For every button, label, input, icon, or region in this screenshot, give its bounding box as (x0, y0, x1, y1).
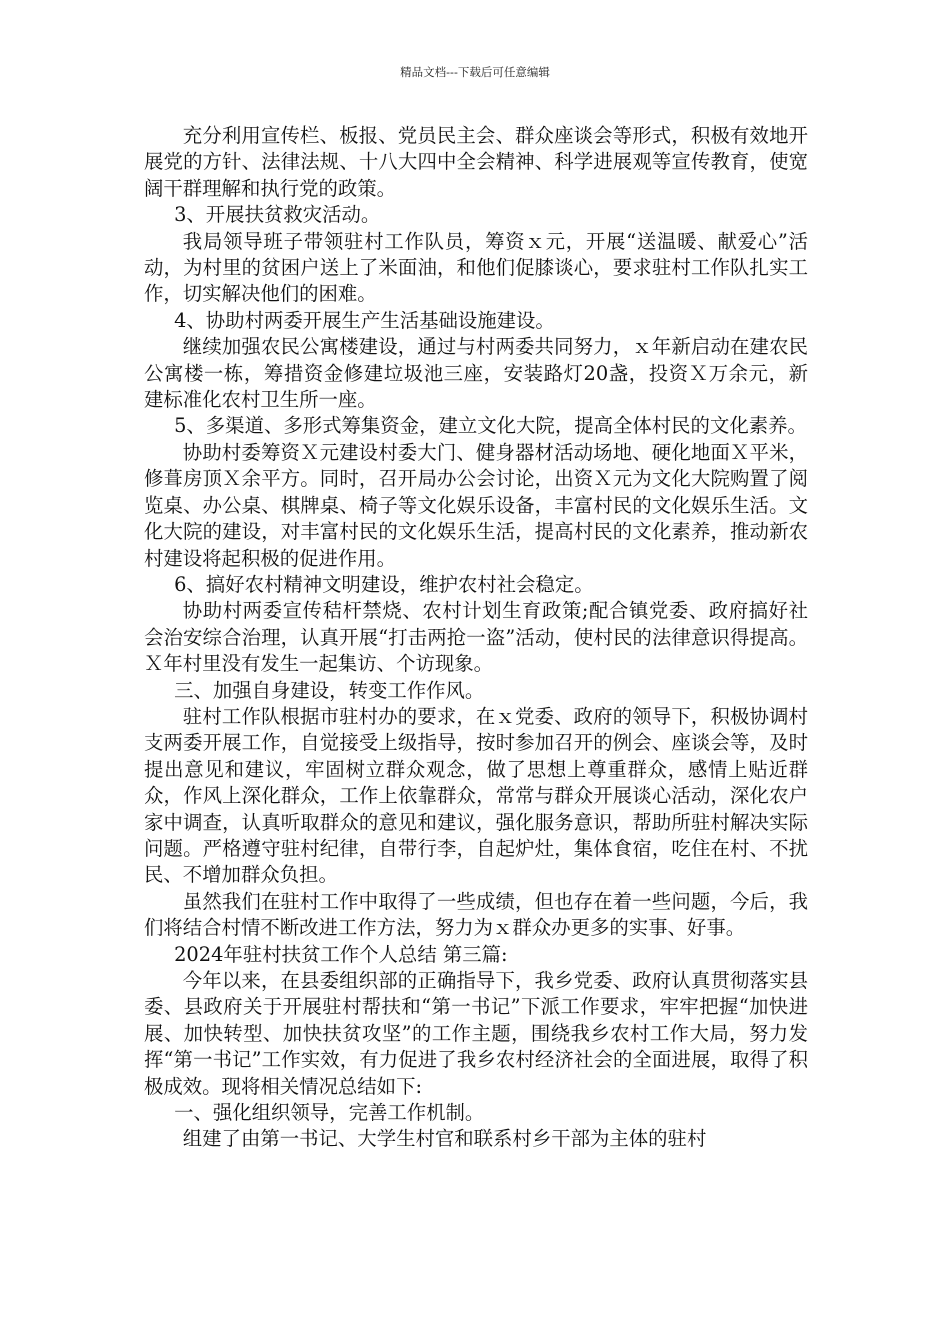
document-body (144, 123, 808, 1153)
paragraph-self-building: 驻村工作队根据市驻村办的要求，在ｘ党委、政府的领导下，积极协调村支两委开展工作，自觉接受上级指导，按时参加召开的例会、座谈会等，及时提出意见和建议，牢固树立群众观念，做了思想上尊重群众，感情上贴近群众，作风上深化群众，工作上依靠群众，常常与群众开展谈心活动，深化农户家中调查，认真听取群众的意见和建议，强化服务意识，帮助所驻村解决实际问题。严格遵守驻村纪律，自带行李，自起炉灶，集体食宿，吃住在村、不扰民、不增加群众负担。 (144, 704, 808, 887)
heading-item-6: 6、搞好农村精神文明建设，维护农村社会稳定。 (174, 572, 594, 596)
heading-item-4: 4、协助村两委开展生产生活基础设施建设。 (174, 308, 555, 332)
paragraph-infrastructure: 继续加强农民公寓楼建设，通过与村两委共同努力，ｘ年新启动在建农民公寓楼一栋，筹措资金修建垃圾池三座，安装路灯20盏，投资Ｘ万余元，新建标准化农村卫生所一座。 (144, 335, 808, 412)
paragraph-culture-compound: 协助村委筹资Ｘ元建设村委大门、健身器材活动场地、硬化地面Ｘ平米，修葺房顶Ｘ余平方。同时，召开局办公会讨论，出资Ｘ元为文化大院购置了阅览桌、办公桌、棋牌桌、椅子等文化娱乐设备，丰富村民的文化娱乐生活。文化大院的建设，对丰富村民的文化娱乐生活，提高村民的文化素养，推动新农村建设将起积极的促进作用。 (144, 440, 808, 570)
paragraph-intro-part-three: 今年以来，在县委组织部的正确指导下，我乡党委、政府认真贯彻落实县委、县政府关于开展驻村帮扶和“第一书记”下派工作要求，牢牢把握“加快进展、加快转型、加快扶贫攻坚”的工作主题，围绕我乡农村工作大局，努力发挥“第一书记”工作实效，有力促进了我乡农村经济社会的全面进展，取得了积极成效。现将相关情况总结如下: (144, 969, 808, 1098)
paragraph-team-formation: 组建了由第一书记、大学生村官和联系村乡干部为主体的驻村 (182, 1127, 707, 1151)
heading-item-3: 3、开展扶贫救灾活动。 (174, 203, 381, 227)
heading-section-1: 一、强化组织领导，完善工作机制。 (174, 1101, 485, 1125)
heading-item-5: 5、多渠道、多形式筹集资金，建立文化大院，提高全体村民的文化素养。 (174, 414, 807, 438)
paragraph-conclusion: 虽然我们在驻村工作中取得了一些成绩，但也存在着一些问题，今后，我们将结合村情不断改进工作方法，努力为ｘ群众办更多的实事、好事。 (144, 889, 808, 940)
heading-part-three: 2024年驻村扶贫工作个人总结 第三篇: (174, 942, 508, 966)
page-header: 精品文档---下载后可任意编辑 (400, 65, 550, 79)
heading-section-3: 三、加强自身建设，转变工作作风。 (174, 678, 485, 702)
paragraph-civilization: 协助村两委宣传秸杆禁烧、农村计划生育政策;配合镇党委、政府搞好社会治安综合治理，认真开展“打击两抢一盗”活动，使村民的法律意识得提高。Ｘ年村里没有发生一起集访、个访现象。 (144, 599, 808, 676)
paragraph-propaganda: 充分利用宣传栏、板报、党员民主会、群众座谈会等形式，积极有效地开展党的方针、法律法规、十八大四中全会精神、科学进展观等宣传教育，使宽阔干群理解和执行党的政策。 (144, 124, 808, 200)
paragraph-relief: 我局领导班子带领驻村工作队员，筹资ｘ元，开展“送温暖、献爱心”活动，为村里的贫困户送上了米面油，和他们促膝谈心，要求驻村工作队扎实工作，切实解决他们的困难。 (144, 229, 808, 306)
